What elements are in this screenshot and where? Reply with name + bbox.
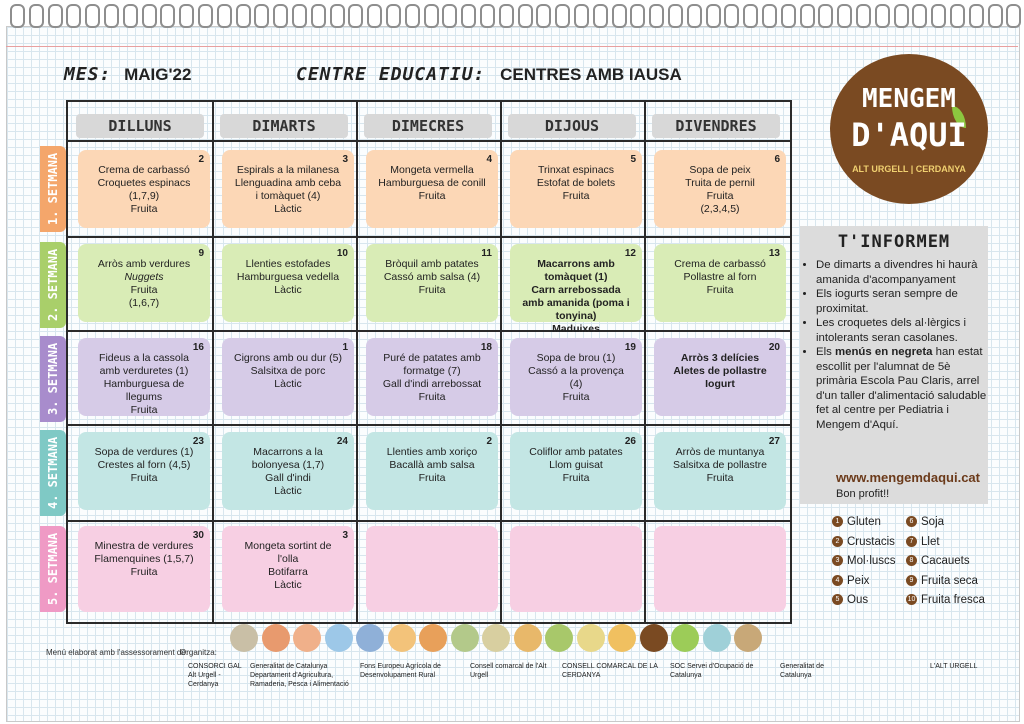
spiral-ring bbox=[706, 4, 721, 28]
menu-text: Crema de carbassó Pollastre al forn Fruita bbox=[674, 258, 766, 296]
spiral-ring bbox=[142, 4, 157, 28]
menu-cell bbox=[654, 150, 786, 228]
menu-cell bbox=[222, 432, 354, 510]
day-number: 23 bbox=[192, 436, 204, 447]
spiral-binding bbox=[0, 0, 1024, 28]
menu-text: Arròs de muntanya Salsitxa de pollastre Fruita bbox=[673, 446, 767, 484]
spiral-ring bbox=[442, 4, 457, 28]
menu-cell bbox=[78, 150, 210, 228]
allergen-item bbox=[832, 516, 881, 528]
food-group-icon bbox=[419, 624, 447, 652]
spiral-ring bbox=[875, 4, 890, 28]
food-group-icon bbox=[545, 624, 573, 652]
spiral-ring bbox=[894, 4, 909, 28]
menu-text: Espirals a la milanesa Llenguadina amb ceba i tomàquet (4) Làctic bbox=[234, 164, 342, 215]
spiral-ring bbox=[273, 4, 288, 28]
spiral-ring bbox=[499, 4, 514, 28]
day-number: 1 bbox=[342, 342, 348, 353]
menu-cell bbox=[78, 432, 210, 510]
month-value: MAIG'22 bbox=[124, 65, 192, 84]
menu-text: Sopa de peix Truita de pernil Fruita (2,3,4,5) bbox=[685, 164, 755, 215]
spiral-ring bbox=[236, 4, 251, 28]
day-header-dijous: DIJOUS bbox=[508, 114, 636, 138]
info-panel bbox=[800, 226, 988, 504]
sponsor-logo: SOC Servei d'Ocupació de Catalunya bbox=[670, 663, 754, 679]
menu-cell bbox=[222, 338, 354, 416]
info-item: • Les croquetes dels al·lèrgics i intolerants seran casolanes. bbox=[816, 316, 988, 345]
spiral-ring bbox=[104, 4, 119, 28]
spiral-ring bbox=[630, 4, 645, 28]
spiral-ring bbox=[800, 4, 815, 28]
spiral-ring bbox=[386, 4, 401, 28]
food-group-icon bbox=[451, 624, 479, 652]
menu-text: Coliflor amb patates Llom guisat Fruita bbox=[529, 446, 623, 484]
spiral-ring bbox=[311, 4, 326, 28]
allergen-number-icon: 8 bbox=[906, 555, 917, 566]
food-group-icon bbox=[356, 624, 384, 652]
spiral-ring bbox=[931, 4, 946, 28]
website-link[interactable]: www.mengemdaqui.cat bbox=[836, 470, 980, 485]
allergen-label: Peix bbox=[847, 574, 870, 587]
info-title: T'INFORMEM bbox=[837, 232, 951, 252]
spiral-ring bbox=[950, 4, 965, 28]
spiral-ring bbox=[405, 4, 420, 28]
day-number: 11 bbox=[481, 248, 492, 259]
advice-label: Menú elaborat amb l'assessorament de: bbox=[46, 648, 189, 657]
spiral-ring bbox=[66, 4, 81, 28]
day-number: 16 bbox=[192, 342, 204, 353]
sponsor-logo: Generalitat de Catalunya bbox=[780, 663, 824, 679]
school-header bbox=[296, 64, 682, 85]
menu-cell bbox=[366, 338, 498, 416]
menu-cell bbox=[366, 526, 498, 612]
allergen-number-icon: 5 bbox=[832, 594, 843, 605]
spiral-ring bbox=[518, 4, 533, 28]
menu-text: Sopa de brou (1) Cassó a la provença (4) Fruita bbox=[528, 352, 624, 403]
menu-cell bbox=[222, 526, 354, 612]
week-label-4: 4. SETMANA bbox=[40, 430, 66, 516]
day-number: 4 bbox=[486, 154, 492, 165]
day-number: 3 bbox=[342, 154, 348, 165]
info-item: • De dimarts a divendres hi haurà amanida d'acompanyament bbox=[816, 258, 988, 287]
spiral-ring bbox=[724, 4, 739, 28]
menu-cell bbox=[78, 244, 210, 322]
menu-text: Puré de patates amb formatge (7) Gall d'indi arrebossat Fruita bbox=[382, 352, 482, 403]
menu-text: Minestra de verdures Flamenquines (1,5,7) Fruita bbox=[94, 540, 194, 578]
menu-cell bbox=[654, 526, 786, 612]
menu-cell bbox=[510, 150, 642, 228]
menu-cell bbox=[654, 244, 786, 322]
menu-cell bbox=[366, 432, 498, 510]
allergen-label: Llet bbox=[921, 535, 940, 548]
day-header-dilluns: DILLUNS bbox=[76, 114, 204, 138]
spiral-ring bbox=[856, 4, 871, 28]
food-group-icon bbox=[608, 624, 636, 652]
spiral-ring bbox=[292, 4, 307, 28]
day-number: 19 bbox=[624, 342, 636, 353]
menu-cell bbox=[510, 432, 642, 510]
allergen-label: Mol·luscs bbox=[847, 555, 896, 567]
allergen-item bbox=[906, 575, 978, 587]
organizer-label: Organitza: bbox=[180, 648, 217, 657]
menu-text: Sopa de verdures (1) Crestes al forn (4,5) Fruita bbox=[94, 446, 194, 484]
menu-text: Trinxat espinacs Estofat de bolets Fruita bbox=[536, 164, 616, 202]
spiral-ring bbox=[781, 4, 796, 28]
day-number: 5 bbox=[630, 154, 636, 165]
spiral-ring bbox=[574, 4, 589, 28]
sponsor-logo: Generalitat de Catalunya Departament d'Agricultura, Ramaderia, Pesca i Alimentació bbox=[250, 663, 349, 688]
menu-cell bbox=[654, 432, 786, 510]
month-label: MES: bbox=[64, 64, 112, 85]
spiral-ring bbox=[123, 4, 138, 28]
food-group-icon bbox=[388, 624, 416, 652]
allergen-label: Soja bbox=[921, 516, 945, 528]
day-number: 12 bbox=[624, 248, 636, 259]
menu-cell bbox=[78, 526, 210, 612]
menu-text: Bròquil amb patates Cassó amb salsa (4) Fruita bbox=[383, 258, 481, 296]
day-number: 9 bbox=[198, 248, 204, 259]
day-number: 13 bbox=[768, 248, 780, 259]
day-number: 2 bbox=[198, 154, 204, 165]
menu-text: Macarrons amb tomàquet (1) Carn arrebossada amb amanida (poma i tonyina) Maduixes bbox=[522, 258, 630, 335]
day-number: 26 bbox=[624, 436, 636, 447]
menu-cell bbox=[366, 150, 498, 228]
spiral-ring bbox=[160, 4, 175, 28]
spiral-ring bbox=[85, 4, 100, 28]
spiral-ring bbox=[668, 4, 683, 28]
menu-cell bbox=[222, 150, 354, 228]
food-group-icon bbox=[640, 624, 668, 652]
spiral-ring bbox=[912, 4, 927, 28]
spiral-ring bbox=[593, 4, 608, 28]
allergen-number-icon: 9 bbox=[906, 575, 917, 586]
day-header-dimarts: DIMARTS bbox=[220, 114, 348, 138]
allergen-label: Fruita seca bbox=[921, 574, 978, 587]
school-value: CENTRES AMB IAUSA bbox=[500, 65, 682, 84]
day-number: 20 bbox=[768, 342, 780, 353]
spiral-ring bbox=[348, 4, 363, 28]
food-group-icon bbox=[293, 624, 321, 652]
food-group-icon bbox=[514, 624, 542, 652]
allergen-label: Ous bbox=[847, 594, 869, 606]
info-item: • Els menús en negreta han estat escollit per l'alumnat de 5è primària Escola Pau Claris, arrel d'un taller d'alimentació saludable fet al centre per Pediatria i Mengem d'Aquí. bbox=[816, 345, 988, 432]
spiral-ring bbox=[743, 4, 758, 28]
spiral-ring bbox=[29, 4, 44, 28]
menu-cell bbox=[510, 338, 642, 416]
mengem-daqui-logo: MENGEM D'AQUI ALT URGELL | CERDANYA bbox=[830, 54, 988, 204]
menu-text: Llenties amb xoriço Bacallà amb salsa Fruita bbox=[386, 446, 478, 484]
menu-cell bbox=[366, 244, 498, 322]
sponsor-logo: CONSORCI GAL Alt Urgell - Cerdanya bbox=[188, 663, 242, 688]
menu-text: Llenties estofades Hamburguesa vedella Làctic bbox=[236, 258, 340, 296]
menu-text: Mongeta sortint de l'olla Botifarra Làctic bbox=[244, 540, 332, 591]
sponsor-logo: Consell comarcal de l'Alt Urgell bbox=[470, 663, 547, 679]
food-group-icon bbox=[734, 624, 762, 652]
menu-cell bbox=[510, 244, 642, 335]
school-label: CENTRE EDUCATIU: bbox=[296, 64, 486, 85]
allergen-item bbox=[832, 594, 868, 606]
allergen-label: Fruita fresca bbox=[921, 594, 985, 606]
allergen-number-icon: 1 bbox=[832, 516, 843, 527]
margin-line bbox=[6, 46, 1018, 47]
day-number: 3 bbox=[342, 530, 348, 541]
spiral-ring bbox=[424, 4, 439, 28]
spiral-ring bbox=[254, 4, 269, 28]
week-label-3: 3. SETMANA bbox=[40, 336, 66, 422]
allergen-item bbox=[832, 536, 895, 548]
spiral-ring bbox=[367, 4, 382, 28]
allergen-number-icon: 4 bbox=[832, 575, 843, 586]
spiral-ring bbox=[461, 4, 476, 28]
menu-cell bbox=[78, 338, 210, 416]
food-group-icon bbox=[325, 624, 353, 652]
food-group-icon bbox=[482, 624, 510, 652]
week-label-2: 2. SETMANA bbox=[40, 242, 66, 328]
spiral-ring bbox=[48, 4, 63, 28]
spiral-ring bbox=[1006, 4, 1021, 28]
sponsor-logo: Fons Europeu Agrícola de Desenvolupament Rural bbox=[360, 663, 441, 679]
food-group-icon bbox=[671, 624, 699, 652]
day-number: 27 bbox=[768, 436, 780, 447]
spiral-ring bbox=[198, 4, 213, 28]
spiral-ring bbox=[988, 4, 1003, 28]
food-group-icon bbox=[577, 624, 605, 652]
menu-text: Cigrons amb ou dur (5) Salsitxa de porc Làctic bbox=[234, 352, 342, 390]
menu-text: Macarrons a la bolonyesa (1,7) Gall d'indi Làctic bbox=[251, 446, 325, 497]
food-group-icon bbox=[262, 624, 290, 652]
info-item: • Els iogurts seran sempre de proximitat. bbox=[816, 287, 988, 316]
month-header bbox=[64, 64, 191, 85]
spiral-ring bbox=[480, 4, 495, 28]
spiral-ring bbox=[10, 4, 25, 28]
bon-profit-text: Bon profit!! bbox=[836, 488, 890, 500]
week-label-5: 5. SETMANA bbox=[40, 526, 66, 612]
allergen-label: Crustacis bbox=[847, 535, 895, 548]
spiral-ring bbox=[555, 4, 570, 28]
day-number: 18 bbox=[480, 342, 492, 353]
allergen-number-icon: 7 bbox=[906, 536, 917, 547]
spiral-ring bbox=[217, 4, 232, 28]
day-number: 6 bbox=[774, 154, 780, 165]
sponsor-logo: L'ALT URGELL bbox=[930, 663, 978, 670]
allergen-label: Gluten bbox=[847, 516, 881, 528]
allergen-item bbox=[832, 555, 896, 567]
sponsor-logo: CONSELL COMARCAL DE LA CERDANYA bbox=[562, 663, 658, 679]
spiral-ring bbox=[330, 4, 345, 28]
food-group-icon bbox=[230, 624, 258, 652]
spiral-ring bbox=[762, 4, 777, 28]
allergen-item bbox=[906, 516, 944, 528]
spiral-ring bbox=[687, 4, 702, 28]
day-number: 2 bbox=[486, 436, 492, 447]
day-number: 10 bbox=[336, 248, 348, 259]
menu-cell bbox=[222, 244, 354, 322]
spiral-ring bbox=[536, 4, 551, 28]
allergen-number-icon: 2 bbox=[832, 536, 843, 547]
day-number: 30 bbox=[192, 530, 204, 541]
day-header-dimecres: DIMECRES bbox=[364, 114, 492, 138]
spiral-ring bbox=[612, 4, 627, 28]
day-number: 24 bbox=[336, 436, 348, 447]
spiral-ring bbox=[818, 4, 833, 28]
menu-cell bbox=[510, 526, 642, 612]
spiral-ring bbox=[649, 4, 664, 28]
allergen-item bbox=[906, 594, 985, 606]
allergen-item bbox=[906, 536, 940, 548]
menu-cell bbox=[654, 338, 786, 416]
menu-text: Arròs amb verdures Nuggets Fruita (1,6,7) bbox=[97, 258, 191, 309]
allergen-number-icon: 6 bbox=[906, 516, 917, 527]
allergen-item bbox=[906, 555, 970, 567]
menu-text: Arròs 3 delícies Aletes de pollastre Iogurt bbox=[673, 352, 767, 390]
allergen-label: Cacauets bbox=[921, 555, 970, 567]
spiral-ring bbox=[179, 4, 194, 28]
spiral-ring bbox=[969, 4, 984, 28]
spiral-ring bbox=[837, 4, 852, 28]
week-label-1: 1. SETMANA bbox=[40, 146, 66, 232]
allergen-number-icon: 3 bbox=[832, 555, 843, 566]
allergen-number-icon: 10 bbox=[907, 596, 916, 604]
menu-text: Mongeta vermella Hamburguesa de conill Fruita bbox=[378, 164, 486, 202]
food-group-icon bbox=[703, 624, 731, 652]
menu-text: Crema de carbassó Croquetes espinacs (1,7,9) Fruita bbox=[97, 164, 191, 215]
menu-text: Fideus a la cassola amb verduretes (1) Hamburguesa de llegums Fruita bbox=[99, 352, 189, 416]
day-header-divendres: DIVENDRES bbox=[652, 114, 780, 138]
allergen-item bbox=[832, 575, 869, 587]
